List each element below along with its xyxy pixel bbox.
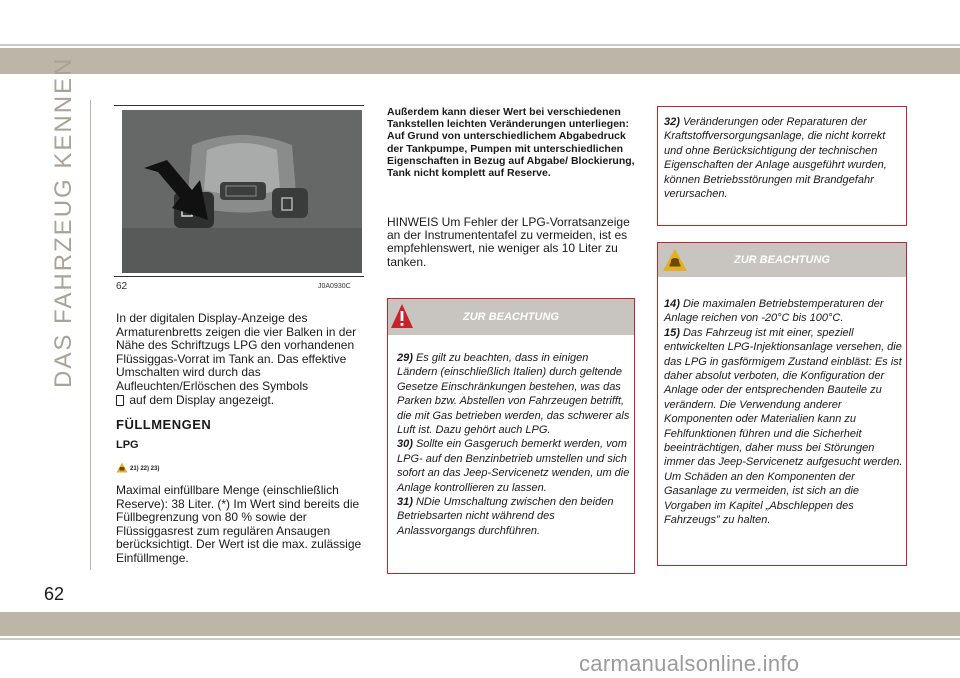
caution-header (388, 299, 634, 335)
fuel-pump-icon (116, 395, 124, 406)
section-heading: FÜLLMENGEN (116, 417, 212, 432)
top-band (0, 48, 960, 74)
small-warning-icon (116, 462, 128, 473)
footnote-references: 21) 22) 23) (130, 466, 160, 472)
caution-item-text: Veränderungen oder Reparaturen der Kraftstoffversorgungsanlage, die nicht korrekt und ohne Berücksichtigung der technischen Eigenschaften der Anlage ausgeführt wurden, können Betriebsstörungen mit Brandgefahr verursachen. (664, 116, 887, 201)
caution-title: ZUR BEACHTUNG (463, 311, 559, 323)
caution-item-text: NDie Umschaltung zwischen den beiden Betriebsarten nicht während des Anlassvorgangs durchführen. (397, 496, 614, 537)
caution-item-number: 15) (664, 326, 680, 339)
note-paragraph: HINWEIS Um Fehler der LPG-Vorratsanzeige an der Instrumententafel zu vermeiden, ist es empfehlenswert, nie weniger als 10 Liter zu tanken. (387, 215, 630, 269)
caution-item-number: 14) (664, 298, 680, 310)
paragraph-text-b: auf dem Display angezeigt. (129, 392, 275, 407)
top-band-line (0, 44, 960, 46)
caution-item (397, 437, 631, 495)
fuel-switch-photo (122, 110, 362, 273)
caution-item (664, 326, 904, 528)
caution-header (658, 243, 906, 277)
bottom-band (0, 612, 960, 636)
caution-item-text: Die maximalen Betriebstemperaturen der Anlage reichen von -20°C bis 100°C. (664, 298, 884, 325)
caution-item (664, 297, 904, 326)
figure-top-rule (114, 105, 364, 106)
caution-item-number: 30) (397, 438, 413, 451)
caution-item (397, 495, 631, 538)
bottom-band-line (0, 638, 960, 640)
caution-item-text: Sollte ein Gasgeruch bemerkt werden, vom LPG- auf den Benzinbetrieb umstellen und sich sofort an das Jeep-Servicenetz wenden, um die Anlage kontrollieren zu lassen. (397, 438, 630, 494)
figure-code: J0A0930C (318, 283, 351, 290)
figure-bottom-rule (114, 276, 364, 277)
capacity-paragraph: Maximal einfüllbare Menge (einschließlich Reserve): 38 Liter. (*) Im Wert sind bereits die Füllbegrenzung von 80 % sowie der Flüssiggasrest zum regulären Ansaugen berücksichtigt. Der Wert ist die max. zulässige Einfüllmenge. (116, 483, 362, 565)
watermark: carmanualsonline.info (579, 651, 800, 676)
caution-box-repairs (657, 106, 907, 226)
bold-paragraph: Außerdem kann dieser Wert bei verschiedenen Tankstellen leichten Veränderungen unterliegen: Auf Grund von unterschiedlichem Abgabedruck der Tankpumpe, Pumpen mit unterschiedlichen Eigenschaften in Bezug auf Abgabe/ Blockierung, Tank nicht komplett auf Reserve. (387, 106, 635, 180)
caution-box-warning (387, 298, 635, 574)
paragraph-text-a: In der digitalen Display-Anzeige des Armaturenbretts zeigen die vier Balken in der Nähe des Schriftzugs LPG den vorhandenen Flüssiggas-Vorrat im Tank an. Das effektive Umschalten wird durch das Aufleuchten/Erlöschen des Symbols (116, 311, 357, 393)
caution-item-text: Es gilt zu beachten, dass in einigen Ländern (einschließlich Italien) durch geltende Gesetze Einschränkungen bestehen, was das Parken bzw. Abstellen von Fahrzeugen betrifft, die mit Gas betrieben werden, das schwerer als Luft ist. Dazu gehört auch LPG. (397, 352, 630, 437)
side-rule (90, 100, 91, 570)
yellow-warning-icon (662, 248, 688, 272)
figure-number: 62 (116, 281, 128, 292)
caution-list (664, 297, 904, 528)
caution-item (397, 351, 631, 437)
caution-box-attention (657, 242, 907, 566)
caution-item-number: 29) (397, 352, 413, 364)
side-chapter-title: DAS FAHRZEUG KENNEN (50, 56, 77, 388)
caution-list (664, 115, 902, 201)
caution-item-text: Das Fahrzeug ist mit einer, speziell entwickelten LPG-Injektionsanlage versehen, die das LPG in gasförmigem Zustand einbläst: Es ist daher absolut verboten, die Konfiguration der Anlage oder der entsprechenden Bauteile zu verändern. Die Verwendung anderer Komponenten oder Materialien kann zu Fehlfunktionen führen und die Sicherheit beeinträchtigen, daher muss bei Störungen immer das Jeep-Servicenetz aufgesucht werden. Um Schäden an den Komponenten der Gasanlage zu vermeiden, ist sich an die Vorgaben im Kapitel „Abschleppen des Fahrzeugs” zu halten. (664, 326, 903, 527)
lpg-display-paragraph (116, 312, 366, 407)
page-number: 62 (44, 584, 65, 604)
subsection-heading: LPG (116, 439, 139, 451)
caution-title: ZUR BEACHTUNG (734, 254, 830, 266)
caution-list (397, 351, 631, 538)
fuel-switch-illustration (122, 110, 362, 273)
caution-item (664, 115, 902, 201)
red-warning-icon (390, 303, 414, 329)
caution-item-number: 32) (664, 116, 680, 128)
caution-item-number: 31) (397, 496, 413, 509)
